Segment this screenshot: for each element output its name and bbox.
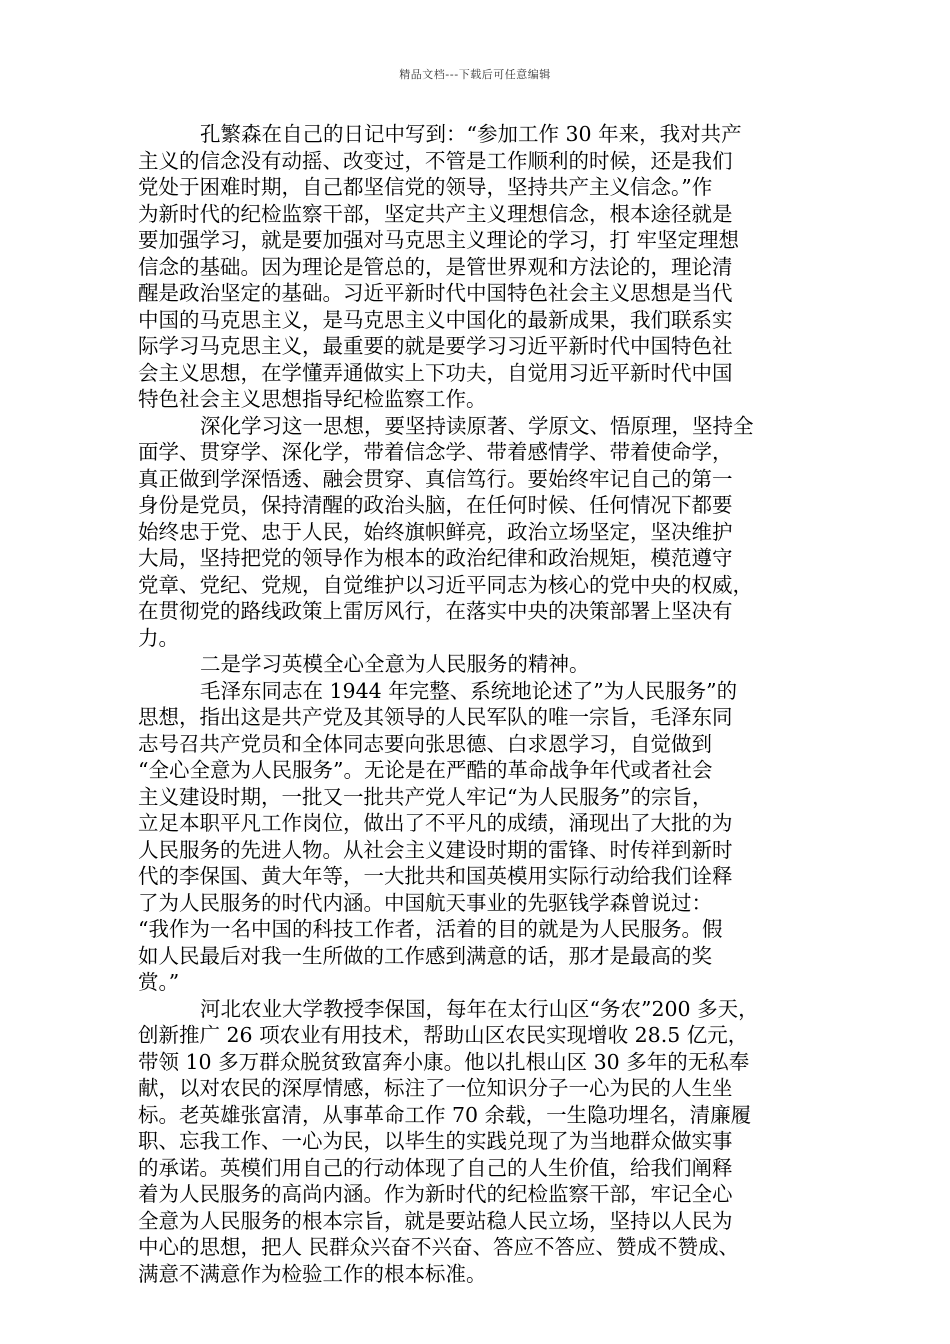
text-line: 如人民最后对我一生所做的工作感到满意的话，那才是最高的奖 — [138, 943, 712, 968]
text-line: 立足本职平凡工作岗位，做出了不平凡的成绩，涌现出了大批的为 — [138, 811, 733, 835]
text-line: 身份是党员，保持清醒的政治头脑，在任何时候、任何情况下都要 — [138, 493, 733, 517]
text-line: 代的李保国、黄大年等，一大批共和国英模用实际行动给我们诠释 — [138, 864, 733, 888]
text-line: 中心的思想，把人 民群众兴奋不兴奋、答应不答应、赞成不赞成、 — [138, 1235, 740, 1259]
page-header: 精品文档---下载后可任意编辑 — [399, 68, 551, 81]
text-line: 思想，指出这是共产党及其领导的人民军队的唯一宗旨，毛泽东同 — [138, 705, 733, 729]
text-line: 主义的信念没有动摇、改变过，不管是工作顺利的时候，还是我们 — [138, 148, 733, 173]
text-line: 始终忠于党、忠于人民，始终旗帜鲜亮，政治立场坚定，坚决维护 — [138, 519, 733, 544]
text-line: 真正做到学深悟透、融会贯穿、真信笃行。要始终牢记自己的第一 — [138, 466, 733, 491]
text-line: 会主义思想，在学懂弄通做实上下功夫，自觉用习近平新时代中国 — [138, 360, 733, 385]
text-line: 二是学习英模全心全意为人民服务的精神。 — [200, 652, 590, 676]
text-line: 着为人民服务的高尚内涵。作为新时代的纪检监察干部，牢记全心 — [138, 1182, 733, 1206]
text-line: 深化学习这一思想，要坚持读原著、学原文、悟原理，坚持全 — [200, 413, 754, 438]
text-line: 人民服务的先进人物。从社会主义建设时期的雷锋、时传祥到新时 — [138, 837, 733, 862]
text-line: 醒是政治坚定的基础。习近平新时代中国特色社会主义思想是当代 — [138, 281, 733, 305]
text-line: 职、忘我工作、一心为民，以毕生的实践兑现了为当地群众做实事 — [138, 1129, 733, 1153]
text-line: 信念的基础。因为理论是管总的，是管世界观和方法论的，理论清 — [138, 254, 733, 279]
text-line: “我作为一名中国的科技工作者，活着的目的就是为人民服务。假 — [138, 917, 723, 941]
text-line: “全心全意为人民服务”。无论是在严酷的革命战争年代或者社会 — [138, 758, 713, 782]
text-line: 带领 10 多万群众脱贫致富奔小康。他以扎根山区 30 多年的无私奉 — [138, 1049, 750, 1074]
text-line: 际学习马克思主义，最重要的就是要学习习近平新时代中国特色社 — [138, 334, 733, 358]
text-line: 在贯彻党的路线政策上雷厉风行，在落实中央的决策部署上坚决有 — [138, 599, 733, 623]
text-line: 赏。” — [138, 970, 180, 994]
text-line: 大局，坚持把党的领导作为根本的政治纪律和政治规矩，模范遵守 — [138, 546, 733, 570]
text-line: 志号召共产党员和全体同志要向张思德、白求恩学习，自觉做到 — [138, 731, 712, 756]
text-line: 满意不满意作为检验工作的根本标准。 — [138, 1261, 487, 1286]
text-line: 党处于困难时期，自己都坚信党的领导，坚持共产主义信念。”作 — [138, 175, 713, 199]
text-line: 了为人民服务的时代内涵。中国航天事业的先驱钱学森曾说过： — [138, 890, 712, 915]
text-line: 主义建设时期，一批又一批共产党人牢记“为人民服务”的宗旨， — [138, 784, 713, 809]
text-line: 标。老英雄张富清，从事革命工作 70 余载，一生隐功埋名，清廉履 — [138, 1102, 752, 1127]
document-body — [138, 121, 814, 1287]
text-line: 中国的马克思主义，是马克思主义中国化的最新成果，我们联系实 — [138, 307, 733, 332]
text-line: 孔繁森在自己的日记中写到：“参加工作 30 年来，我对共产 — [200, 122, 742, 146]
text-line: 毛泽东同志在 1944 年完整、系统地论述了”为人民服务”的 — [200, 678, 738, 703]
text-line: 特色社会主义思想指导纪检监察工作。 — [138, 387, 487, 411]
text-line: 面学、贯穿学、深化学，带着信念学、带着感情学、带着使命学， — [138, 440, 733, 464]
text-line: 献，以对农民的深厚情感，标注了一位知识分子一心为民的人生坐 — [138, 1076, 733, 1100]
text-line: 全意为人民服务的根本宗旨，就是要站稳人民立场，坚持以人民为 — [138, 1208, 733, 1233]
text-line: 的承诺。英模们用自己的行动体现了自己的人生价值，给我们阐释 — [138, 1155, 733, 1180]
text-line: 要加强学习，就是要加强对马克思主义理论的学习，打 牢坚定理想 — [138, 228, 740, 252]
text-line: 创新推广 26 项农业有用技术，帮助山区农民实现增收 28.5 亿元， — [138, 1023, 749, 1047]
text-line: 河北农业大学教授李保国，每年在太行山区“务农”200 多天， — [200, 996, 759, 1021]
text-line: 党章、党纪、党规，自觉维护以习近平同志为核心的党中央的权威， — [138, 572, 753, 597]
text-line: 为新时代的纪检监察干部，坚定共产主义理想信念，根本途径就是 — [138, 201, 733, 226]
text-line: 力。 — [138, 625, 179, 650]
